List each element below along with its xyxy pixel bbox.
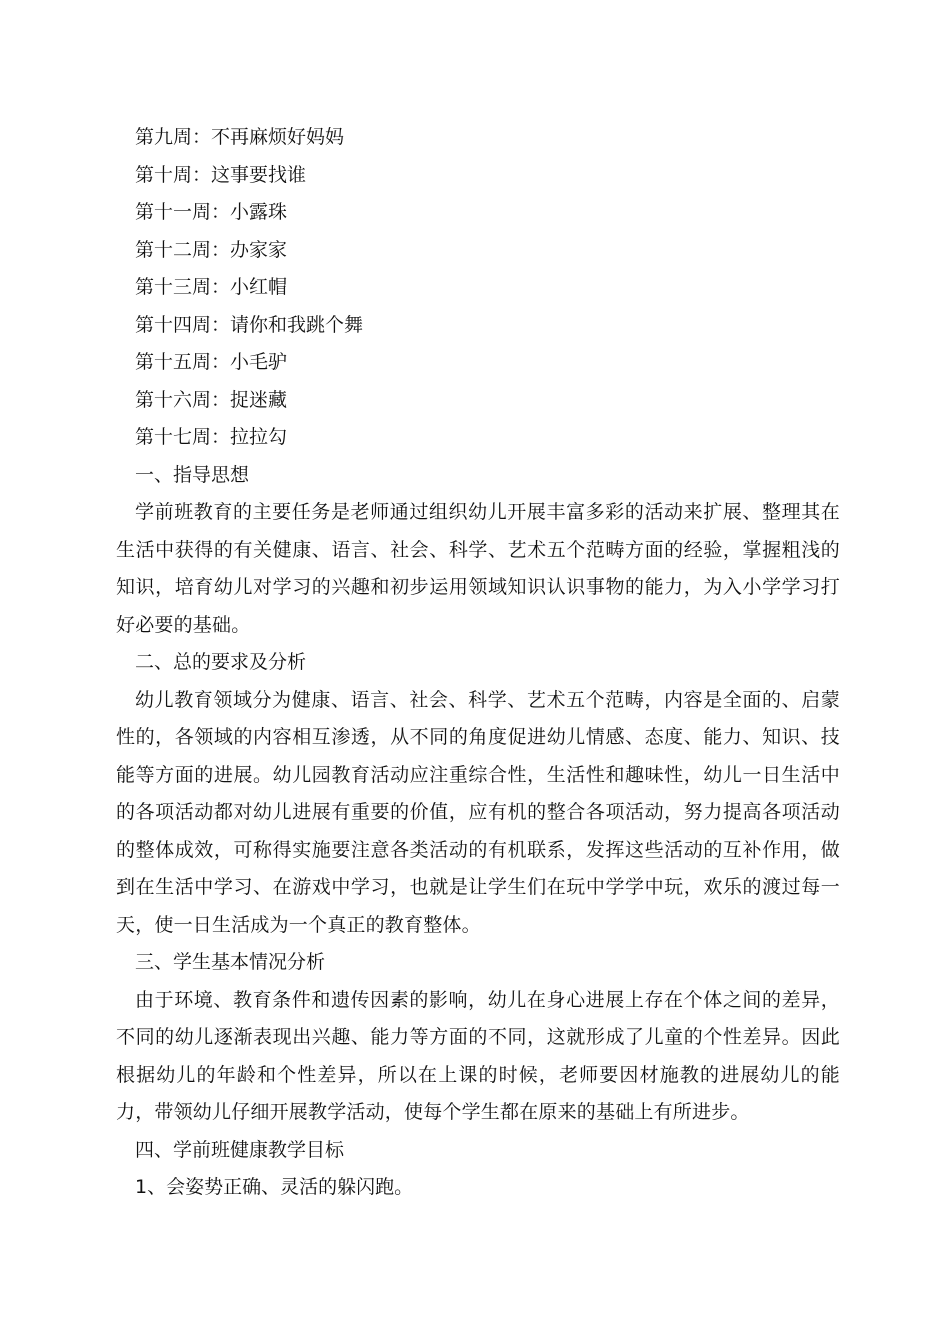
section-heading-requirements: 二、总的要求及分析 — [135, 651, 307, 673]
week-item: 第九周：不再麻烦好妈妈 — [135, 126, 345, 148]
section-body-requirements: 幼儿教育领域分为健康、语言、社会、科学、艺术五个范畴，内容是全面的、启蒙性的，各领域的内容相互渗透，从不同的角度促进幼儿情感、态度、能力、知识、技能等方面的进展。幼儿园教育活动应注重综合性，生活性和趣味性，幼儿一日生活中的各项活动都对幼儿进展有重要的价值，应有机的整合各项活动，努力提高各项活动的整体成效，可称得实施要注意各类活动的有机联系，发挥这些活动的互补作用，做到在生活中学习、在游戏中学习，也就是让学生们在玩中学学中玩，欢乐的渡过每一天，使一日生活成为一个真正的教育整体。 — [116, 688, 840, 936]
week-item: 第十七周：拉拉勾 — [135, 426, 288, 448]
week-item: 第十周：这事要找谁 — [135, 163, 307, 186]
section-heading-health-goals: 四、学前班健康教学目标 — [135, 1138, 345, 1161]
week-item: 第十五周：小毛驴 — [135, 351, 288, 373]
document-content — [116, 119, 840, 1207]
week-item: 第十四周：请你和我跳个舞 — [135, 313, 364, 336]
week-item: 第十六周：捉迷藏 — [135, 388, 288, 411]
week-item: 第十二周：办家家 — [135, 238, 288, 261]
section-heading-student-analysis: 三、学生基本情况分析 — [135, 951, 326, 973]
section-body-student-analysis: 由于环境、教育条件和遗传因素的影响，幼儿在身心进展上存在个体之间的差异，不同的幼儿逐渐表现出兴趣、能力等方面的不同，这就形成了儿童的个性差异。因此根据幼儿的年龄和个性差异，所以在上课的时候，老师要因材施教的进展幼儿的能力，带领幼儿仔细开展教学活动，使每个学生都在原来的基础上有所进步。 — [116, 988, 840, 1123]
section-body-guiding-thought: 学前班教育的主要任务是老师通过组织幼儿开展丰富多彩的活动来扩展、整理其在生活中获得的有关健康、语言、社会、科学、艺术五个范畴方面的经验，掌握粗浅的知识，培育幼儿对学习的兴趣和初步运用领域知识认识事物的能力，为入小学学习打好必要的基础。 — [116, 501, 840, 636]
section-heading-guiding-thought: 一、指导思想 — [135, 463, 250, 486]
week-item: 第十一周：小露珠 — [135, 201, 288, 223]
week-item: 第十三周：小红帽 — [135, 276, 288, 298]
goal-item: 1、会姿势正确、灵活的躲闪跑。 — [135, 1176, 414, 1198]
